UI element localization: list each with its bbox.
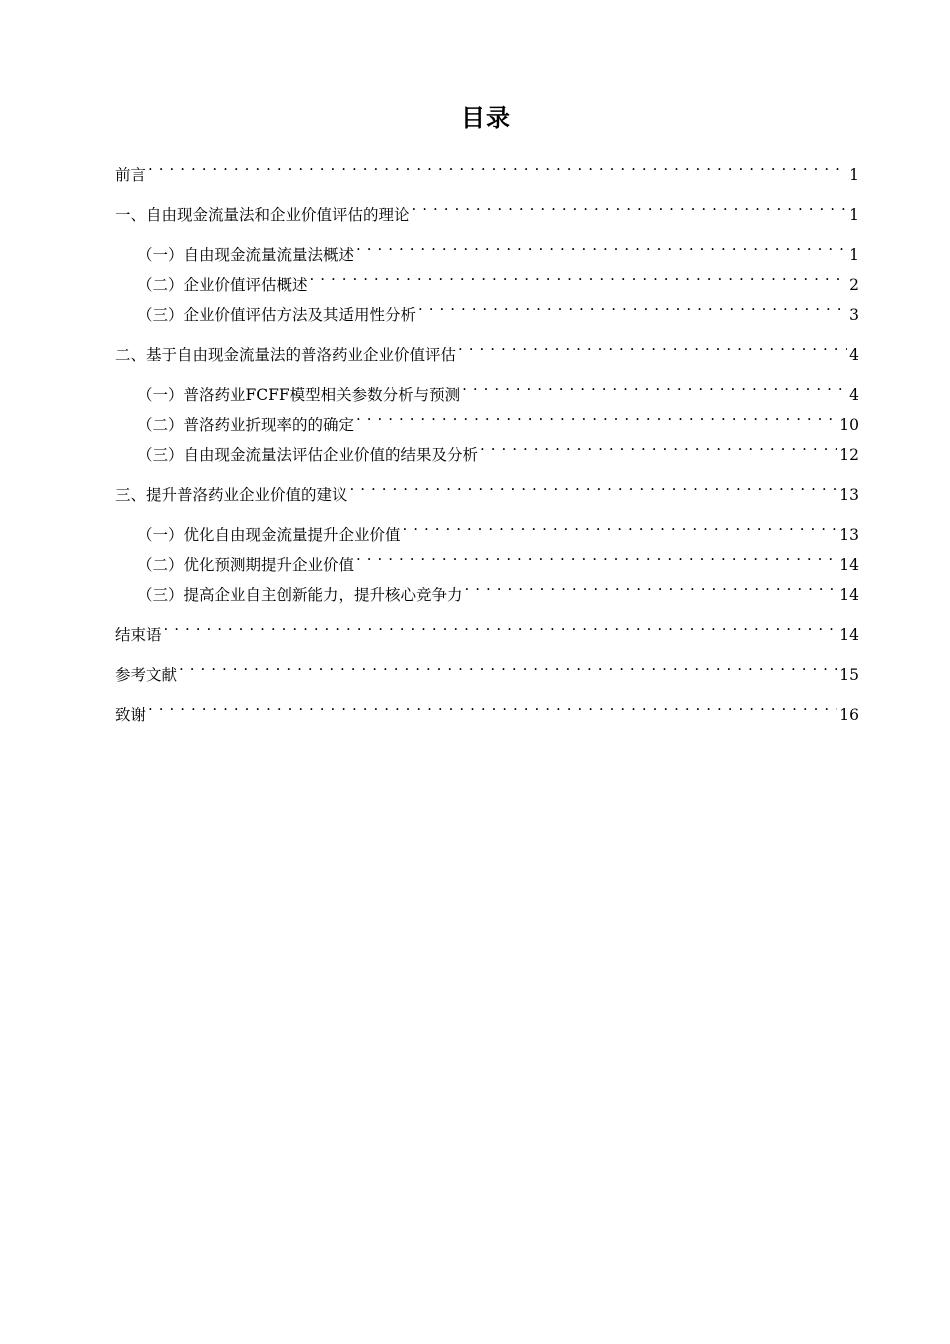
toc-entry-label: 前言 (115, 166, 147, 184)
toc-list (115, 150, 859, 724)
toc-entry-page: 1 (849, 166, 859, 184)
toc-entry-page: 1 (849, 246, 859, 264)
toc-dot-leader (179, 650, 837, 680)
toc-entry-label: 一、自由现金流量法和企业价值评估的理论 (115, 206, 410, 224)
toc-entry-page: 15 (839, 666, 859, 684)
toc-entry-page: 13 (839, 526, 859, 544)
toc-entry-chapter-1[interactable] (115, 190, 859, 224)
toc-dot-leader (148, 690, 837, 720)
toc-entry-page: 4 (849, 346, 859, 364)
toc-entry-acknowledgements[interactable] (115, 690, 859, 724)
toc-dot-leader (480, 430, 837, 460)
toc-dot-leader (356, 540, 837, 570)
toc-entry-label: 二、基于自由现金流量法的普洛药业企业价值评估 (115, 346, 457, 364)
toc-entry-section-1-1[interactable] (115, 230, 859, 264)
toc-entry-section-3-1[interactable] (115, 510, 859, 544)
toc-entry-label: 结束语 (115, 626, 162, 644)
toc-dot-leader (403, 510, 838, 540)
toc-entry-references[interactable] (115, 650, 859, 684)
toc-entry-conclusion[interactable] (115, 610, 859, 644)
toc-entry-label: 参考文献 (115, 666, 178, 684)
toc-entry-page: 1 (849, 206, 859, 224)
toc-dot-leader (412, 190, 848, 220)
toc-entry-page: 14 (839, 556, 859, 574)
toc-dot-leader (418, 290, 847, 320)
toc-entry-chapter-3[interactable] (115, 470, 859, 504)
toc-dot-leader (310, 260, 848, 290)
toc-entry-preface[interactable] (115, 150, 859, 184)
toc-entry-label: （三）自由现金流量法评估企业价值的结果及分析 (137, 446, 479, 464)
toc-entry-page: 16 (839, 706, 859, 724)
toc-entry-label: （一）优化自由现金流量提升企业价值 (137, 526, 401, 544)
toc-entry-page: 3 (849, 306, 859, 324)
toc-entry-page: 12 (839, 446, 859, 464)
toc-entry-label: （二）优化预测期提升企业价值 (137, 556, 355, 574)
toc-entry-label: （一）普洛药业FCFF模型相关参数分析与预测 (137, 386, 461, 404)
toc-dot-leader (465, 570, 838, 600)
toc-entry-section-2-1[interactable] (115, 370, 859, 404)
toc-dot-leader (350, 470, 838, 500)
toc-entry-label: （二）普洛药业折现率的的确定 (137, 416, 355, 434)
toc-entry-page: 2 (849, 276, 859, 294)
toc-entry-page: 4 (849, 386, 859, 404)
toc-entry-page: 14 (839, 586, 859, 604)
toc-entry-label: 致谢 (115, 706, 147, 724)
toc-dot-leader (148, 150, 847, 180)
toc-dot-leader (164, 610, 838, 640)
toc-entry-page: 14 (839, 626, 859, 644)
toc-dot-leader (462, 370, 847, 400)
toc-entry-chapter-2[interactable] (115, 330, 859, 364)
toc-entry-page: 10 (839, 416, 859, 434)
toc-entry-label: 三、提升普洛药业企业价值的建议 (115, 486, 348, 504)
toc-title: 目录 (461, 104, 511, 132)
toc-entry-label: （三）提高企业自主创新能力，提升核心竞争力 (137, 586, 463, 604)
toc-dot-leader (458, 330, 847, 360)
toc-entry-label: （三）企业价值评估方法及其适用性分析 (137, 306, 417, 324)
toc-dot-leader (356, 400, 837, 430)
toc-entry-label: （二）企业价值评估概述 (137, 276, 308, 294)
toc-entry-page: 13 (839, 486, 859, 504)
toc-dot-leader (356, 230, 847, 260)
toc-entry-label: （一）自由现金流量流量法概述 (137, 246, 355, 264)
